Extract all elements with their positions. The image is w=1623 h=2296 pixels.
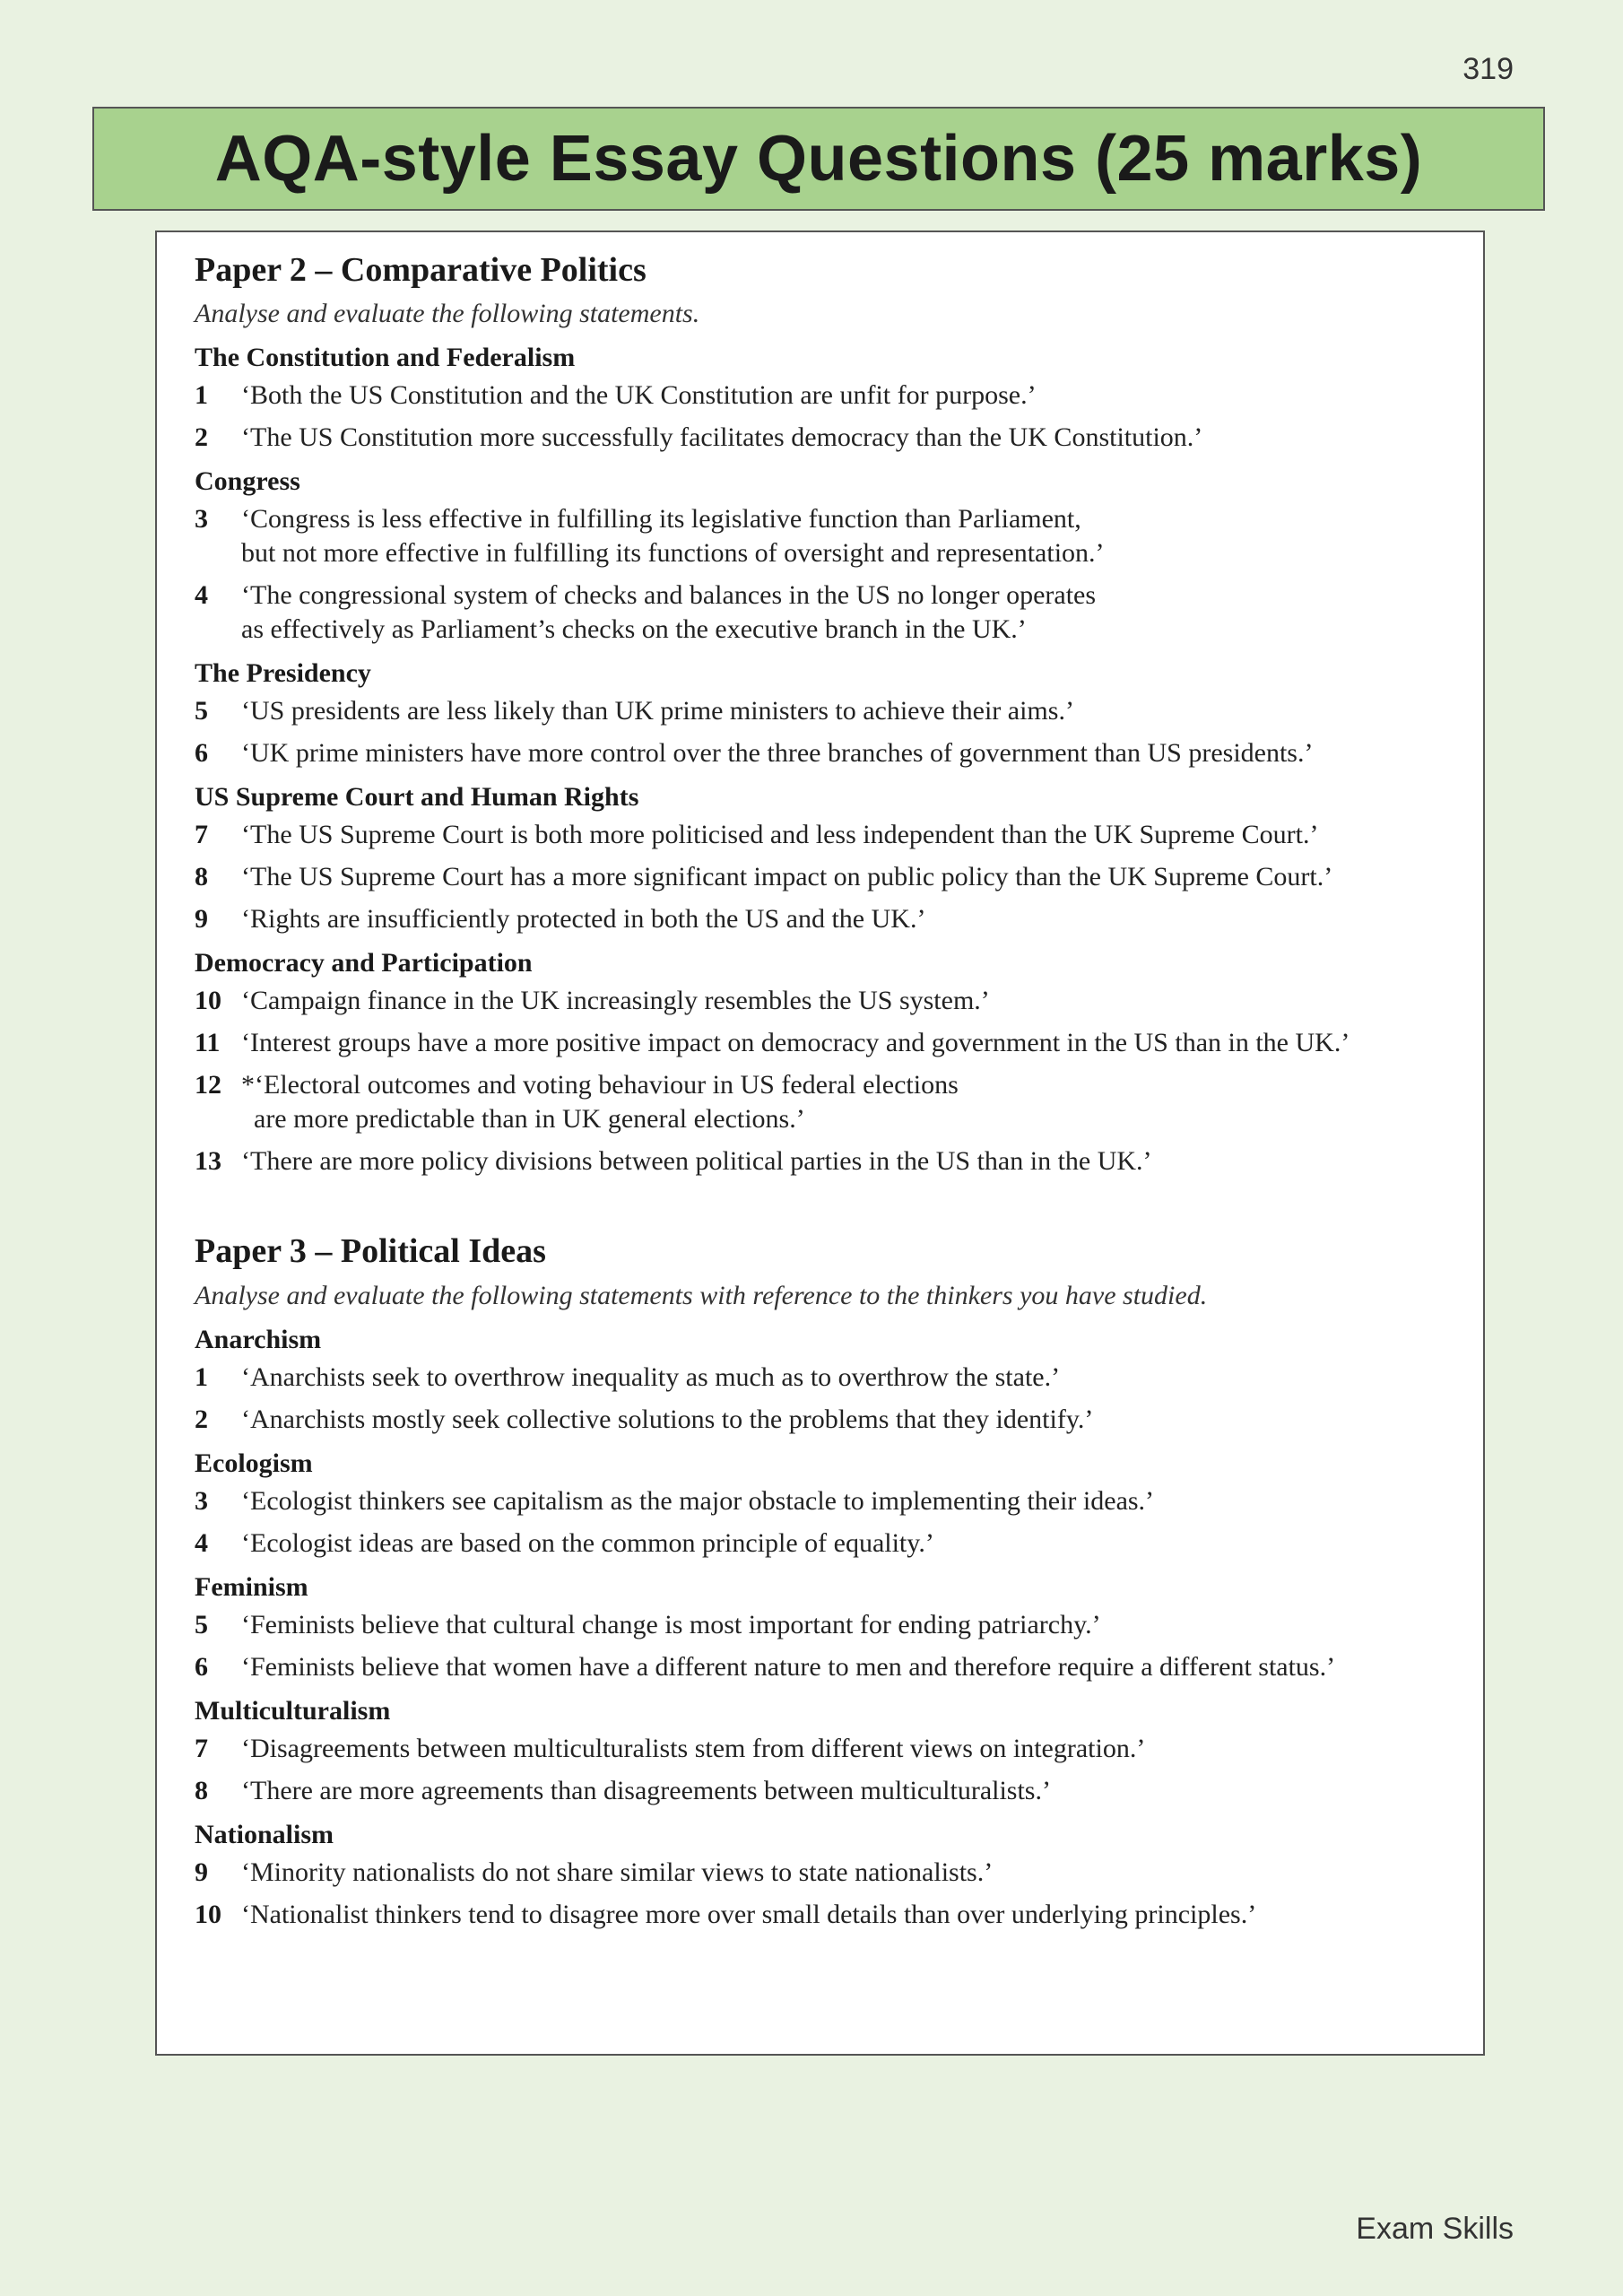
question-text — [241, 578, 1447, 647]
question-list — [195, 1856, 1447, 1932]
question-text — [241, 1774, 1447, 1808]
section-heading: Ecologism — [195, 1448, 313, 1478]
paper-instructions: Analyse and evaluate the following statements. — [195, 299, 700, 329]
question-item — [195, 860, 1447, 894]
question-number: 8 — [195, 1775, 208, 1805]
question-text-line: ‘Ecologist thinkers see capitalism as the major obstacle to implementing their ideas.’ — [241, 1485, 1155, 1516]
question-number: 9 — [195, 1857, 208, 1887]
section-heading: The Constitution and Federalism — [195, 343, 576, 373]
question-number: 6 — [195, 738, 208, 769]
question-number: 2 — [195, 1404, 208, 1434]
question-text-line: ‘Interest groups have a more positive impact on democracy and government in the US than in the UK.’ — [241, 1028, 1350, 1058]
question-text — [241, 694, 1447, 728]
question-text — [241, 1361, 1447, 1395]
question-number: 2 — [195, 422, 208, 453]
question-item — [195, 902, 1447, 936]
question-text — [241, 502, 1447, 570]
question-list — [195, 502, 1447, 647]
question-text — [241, 378, 1447, 413]
paper-instructions: Analyse and evaluate the following statements with reference to the thinkers you have studied. — [195, 1280, 1208, 1310]
question-number: 4 — [195, 580, 208, 611]
question-list — [195, 1732, 1447, 1808]
question-list — [195, 1361, 1447, 1437]
question-text-line: ‘UK prime ministers have more control over the three branches of government than US presidents.’ — [241, 738, 1314, 769]
question-text-line: ‘Feminists believe that women have a different nature to men and therefore require a different status.’ — [241, 1651, 1336, 1682]
question-number: 1 — [195, 380, 208, 411]
question-text — [241, 1898, 1447, 1932]
question-text-line: ‘Anarchists seek to overthrow inequality as much as to overthrow the state.’ — [241, 1361, 1061, 1392]
question-list — [195, 1484, 1447, 1561]
paper-heading: Paper 3 – Political Ideas — [195, 1232, 546, 1271]
question-number: 12 — [195, 1070, 221, 1100]
page-title: AQA-style Essay Questions (25 marks) — [214, 123, 1423, 195]
question-text-line: ‘Minority nationalists do not share similar views to state nationalists.’ — [241, 1857, 994, 1887]
question-item — [195, 1856, 1447, 1890]
question-text-line: ‘Ecologist ideas are based on the common principle of equality.’ — [241, 1527, 934, 1558]
question-text — [241, 1484, 1447, 1518]
question-item — [195, 578, 1447, 647]
paper-spacer — [195, 1187, 1447, 1230]
question-number: 10 — [195, 1899, 221, 1929]
question-number: 3 — [195, 1485, 208, 1516]
question-number: 8 — [195, 862, 208, 892]
question-text — [241, 1732, 1447, 1766]
question-text-line: ‘US presidents are less likely than UK prime ministers to achieve their aims.’ — [241, 696, 1074, 726]
question-number: 7 — [195, 1733, 208, 1763]
question-text — [241, 902, 1447, 936]
section-heading: US Supreme Court and Human Rights — [195, 782, 639, 813]
question-text — [241, 1068, 1447, 1136]
section-heading: Anarchism — [195, 1324, 322, 1354]
question-text — [241, 1403, 1447, 1437]
section-heading: Congress — [195, 466, 300, 497]
question-list — [195, 1608, 1447, 1684]
question-item — [195, 1144, 1447, 1178]
question-item — [195, 1774, 1447, 1808]
question-number: 5 — [195, 696, 208, 726]
question-text — [241, 1526, 1447, 1561]
question-text-line: ‘The US Supreme Court has a more significant impact on public policy than the UK Supreme Court.’ — [241, 862, 1333, 892]
question-item — [195, 1526, 1447, 1561]
question-item — [195, 1732, 1447, 1766]
question-text-line: ‘Feminists believe that cultural change is most important for ending patriarchy.’ — [241, 1609, 1101, 1639]
section-heading: Multiculturalism — [195, 1695, 391, 1726]
question-number: 10 — [195, 986, 221, 1016]
paper-heading: Paper 2 – Comparative Politics — [195, 251, 647, 289]
question-item — [195, 984, 1447, 1018]
question-number: 13 — [195, 1146, 221, 1177]
question-text-line: ‘The US Supreme Court is both more politicised and less independent than the UK Supreme Court.’ — [241, 820, 1319, 850]
question-item — [195, 1026, 1447, 1060]
question-item — [195, 1068, 1447, 1136]
page-number: 319 — [1462, 52, 1514, 86]
question-text — [241, 818, 1447, 852]
question-item — [195, 1608, 1447, 1642]
question-text-line: ‘Both the US Constitution and the UK Constitution are unfit for purpose.’ — [241, 380, 1037, 411]
question-item — [195, 1403, 1447, 1437]
questions-box — [155, 230, 1485, 2056]
question-item — [195, 1898, 1447, 1932]
question-text-line: ‘The US Constitution more successfully facilitates democracy than the UK Constitution.’ — [241, 422, 1203, 453]
question-text — [241, 860, 1447, 894]
question-text — [241, 1856, 1447, 1890]
question-list — [195, 694, 1447, 770]
question-text — [241, 1608, 1447, 1642]
question-text-line: ‘There are more agreements than disagreements between multiculturalists.’ — [241, 1775, 1051, 1805]
question-item — [195, 502, 1447, 570]
question-text-line: ‘The congressional system of checks and balances in the US no longer operates — [241, 580, 1097, 611]
question-number: 4 — [195, 1527, 208, 1558]
question-number: 1 — [195, 1361, 208, 1392]
question-number: 3 — [195, 504, 208, 535]
question-text-line: ‘Disagreements between multiculturalists stem from different views on integration.’ — [241, 1733, 1146, 1763]
question-number: 6 — [195, 1651, 208, 1682]
question-number: 9 — [195, 904, 208, 935]
question-list — [195, 378, 1447, 455]
question-text-line: ‘Nationalist thinkers tend to disagree more over small details than over underlying principles.’ — [241, 1899, 1257, 1929]
question-text-line: ‘Rights are insufficiently protected in both the US and the UK.’ — [241, 904, 926, 935]
question-text-line: *‘Electoral outcomes and voting behaviour in US federal elections — [241, 1070, 959, 1100]
section-heading: The Presidency — [195, 658, 371, 689]
question-text — [241, 1026, 1447, 1060]
question-item — [195, 818, 1447, 852]
question-list — [195, 984, 1447, 1178]
title-banner — [92, 107, 1545, 211]
question-item — [195, 421, 1447, 455]
question-text — [241, 736, 1447, 770]
question-text — [241, 984, 1447, 1018]
question-list — [195, 818, 1447, 936]
question-text-line: as effectively as Parliament’s checks on the executive branch in the UK.’ — [241, 614, 1027, 645]
section-heading: Feminism — [195, 1571, 308, 1602]
question-text-line: ‘Congress is less effective in fulfilling its legislative function than Parliament, — [241, 504, 1081, 535]
question-item — [195, 1361, 1447, 1395]
question-item — [195, 694, 1447, 728]
question-text-line: ‘Anarchists mostly seek collective solutions to the problems that they identify.’ — [241, 1404, 1094, 1434]
question-number: 11 — [195, 1028, 221, 1058]
question-item — [195, 736, 1447, 770]
question-text-line: are more predictable than in UK general elections.’ — [254, 1104, 805, 1135]
question-text — [241, 421, 1447, 455]
question-item — [195, 1650, 1447, 1684]
question-item — [195, 378, 1447, 413]
question-text — [241, 1650, 1447, 1684]
footer-label: Exam Skills — [1356, 2212, 1514, 2246]
question-text-line: ‘Campaign finance in the UK increasingly resembles the US system.’ — [241, 986, 990, 1016]
question-text-line: ‘There are more policy divisions between political parties in the US than in the UK.’ — [241, 1146, 1152, 1177]
question-number: 5 — [195, 1609, 208, 1639]
question-text-line: but not more effective in fulfilling its functions of oversight and representation.’ — [241, 538, 1105, 569]
section-heading: Nationalism — [195, 1819, 334, 1849]
question-number: 7 — [195, 820, 208, 850]
question-text — [241, 1144, 1447, 1178]
question-item — [195, 1484, 1447, 1518]
section-heading: Democracy and Participation — [195, 948, 533, 978]
